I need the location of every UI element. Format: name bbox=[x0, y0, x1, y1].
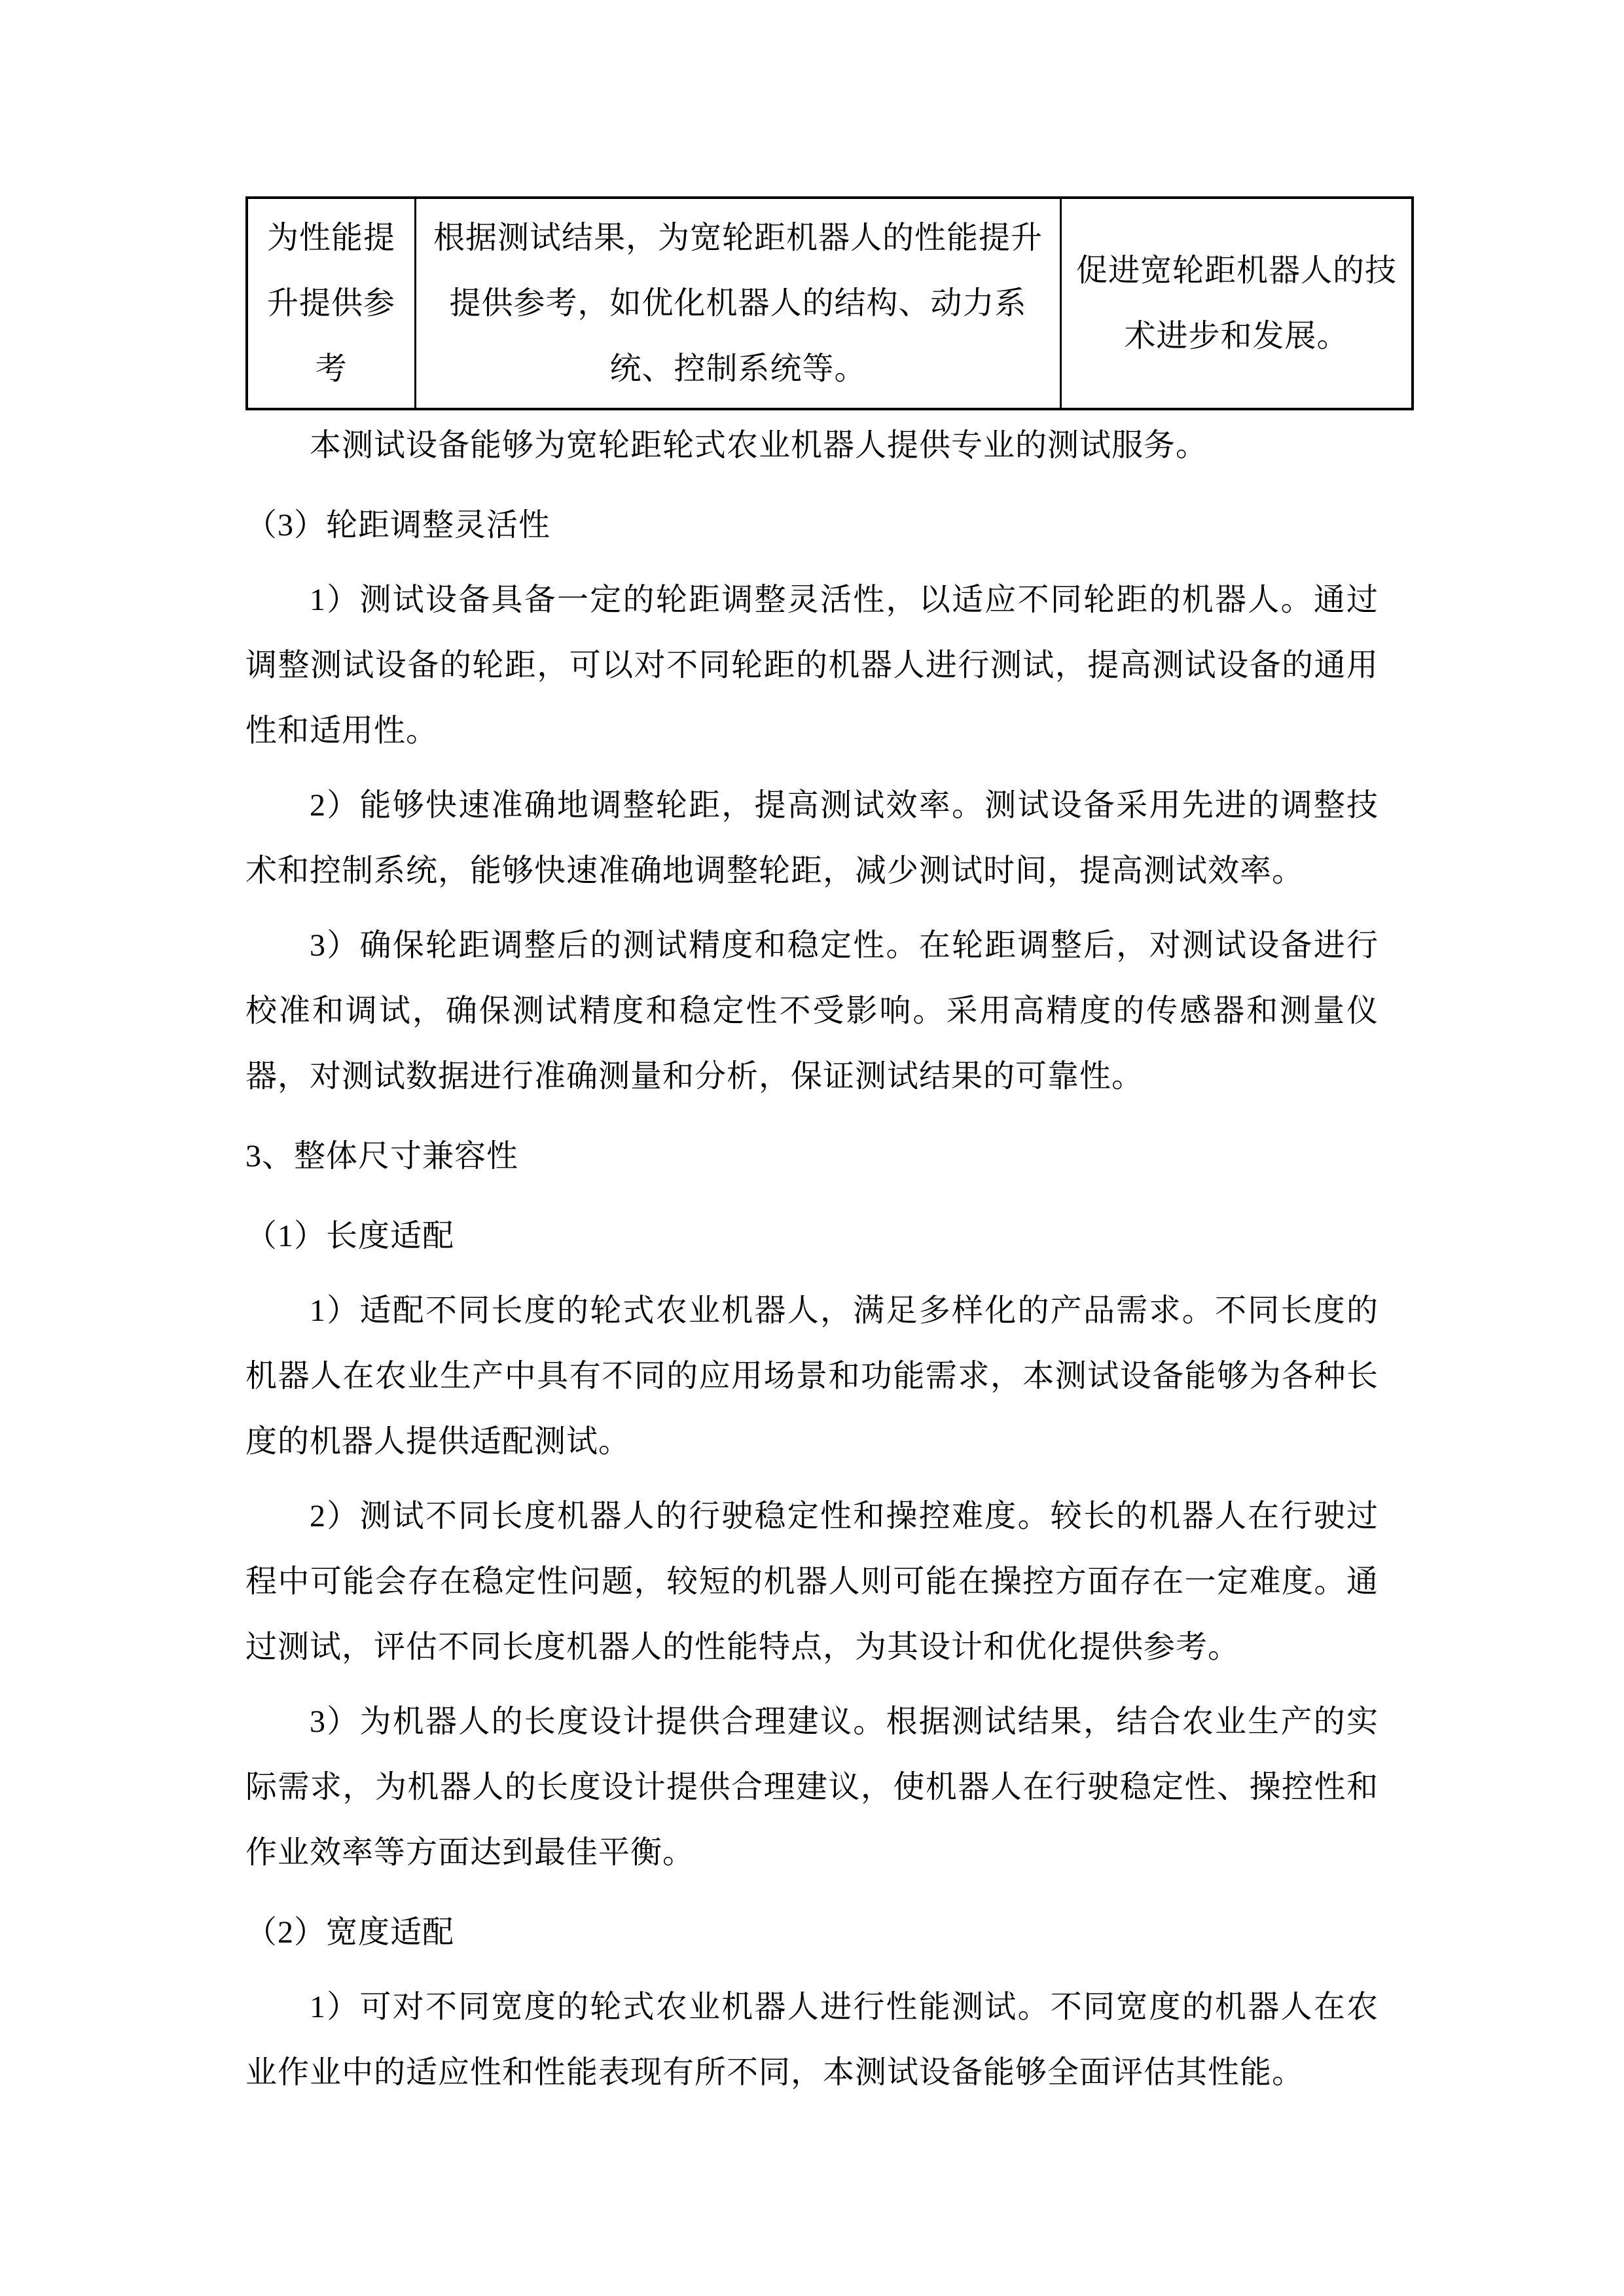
table-row bbox=[247, 198, 1413, 409]
paragraph-length-item-2: 2）测试不同长度机器人的行驶稳定性和操控难度。较长的机器人在行驶过程中可能会存在稳定性问题，较短的机器人则可能在操控方面存在一定难度。通过测试，评估不同长度机器人的性能特点，为其设计和优化提供参考。 bbox=[245, 1499, 1379, 1664]
table-cell-feature: 为性能提升提供参考 bbox=[247, 198, 416, 409]
paragraph-length-item-1: 1）适配不同长度的轮式农业机器人，满足多样化的产品需求。不同长度的机器人在农业生产中具有不同的应用场景和功能需求，本测试设备能够为各种长度的机器人提供适配测试。 bbox=[245, 1293, 1379, 1459]
heading-width-adaptation: （2）宽度适配 bbox=[245, 1915, 455, 1950]
heading-overall-size-compatibility: 3、整体尺寸兼容性 bbox=[245, 1139, 519, 1174]
paragraph-test-service-summary: 本测试设备能够为宽轮距轮式农业机器人提供专业的测试服务。 bbox=[310, 428, 1208, 463]
heading-track-width-flexibility: （3）轮距调整灵活性 bbox=[245, 508, 551, 543]
paragraph-length-item-3: 3）为机器人的长度设计提供合理建议。根据测试结果，结合农业生产的实际需求，为机器人的长度设计提供合理建议，使机器人在行驶稳定性、操控性和作业效率等方面达到最佳平衡。 bbox=[245, 1704, 1379, 1870]
heading-length-adaptation: （1）长度适配 bbox=[245, 1219, 455, 1253]
feature-table bbox=[245, 196, 1414, 410]
table-cell-description: 根据测试结果，为宽轮距机器人的性能提升提供参考，如优化机器人的结构、动力系统、控制系统等。 bbox=[416, 198, 1061, 409]
paragraph-flexibility-item-1: 1）测试设备具备一定的轮距调整灵活性，以适应不同轮距的机器人。通过调整测试设备的轮距，可以对不同轮距的机器人进行测试，提高测试设备的通用性和适用性。 bbox=[245, 583, 1379, 748]
paragraph-flexibility-item-3: 3）确保轮距调整后的测试精度和稳定性。在轮距调整后，对测试设备进行校准和调试，确保测试精度和稳定性不受影响。采用高精度的传感器和测量仪器，对测试数据进行准确测量和分析，保证测试结果的可靠性。 bbox=[245, 928, 1379, 1094]
paragraph-width-item-1: 1）可对不同宽度的轮式农业机器人进行性能测试。不同宽度的机器人在农业作业中的适应性和性能表现有所不同，本测试设备能够全面评估其性能。 bbox=[245, 1990, 1379, 2090]
document-content bbox=[245, 196, 1397, 2106]
table-cell-benefit: 促进宽轮距机器人的技术进步和发展。 bbox=[1061, 198, 1413, 409]
paragraph-flexibility-item-2: 2）能够快速准确地调整轮距，提高测试效率。测试设备采用先进的调整技术和控制系统，能够快速准确地调整轮距，减少测试时间，提高测试效率。 bbox=[245, 788, 1379, 888]
